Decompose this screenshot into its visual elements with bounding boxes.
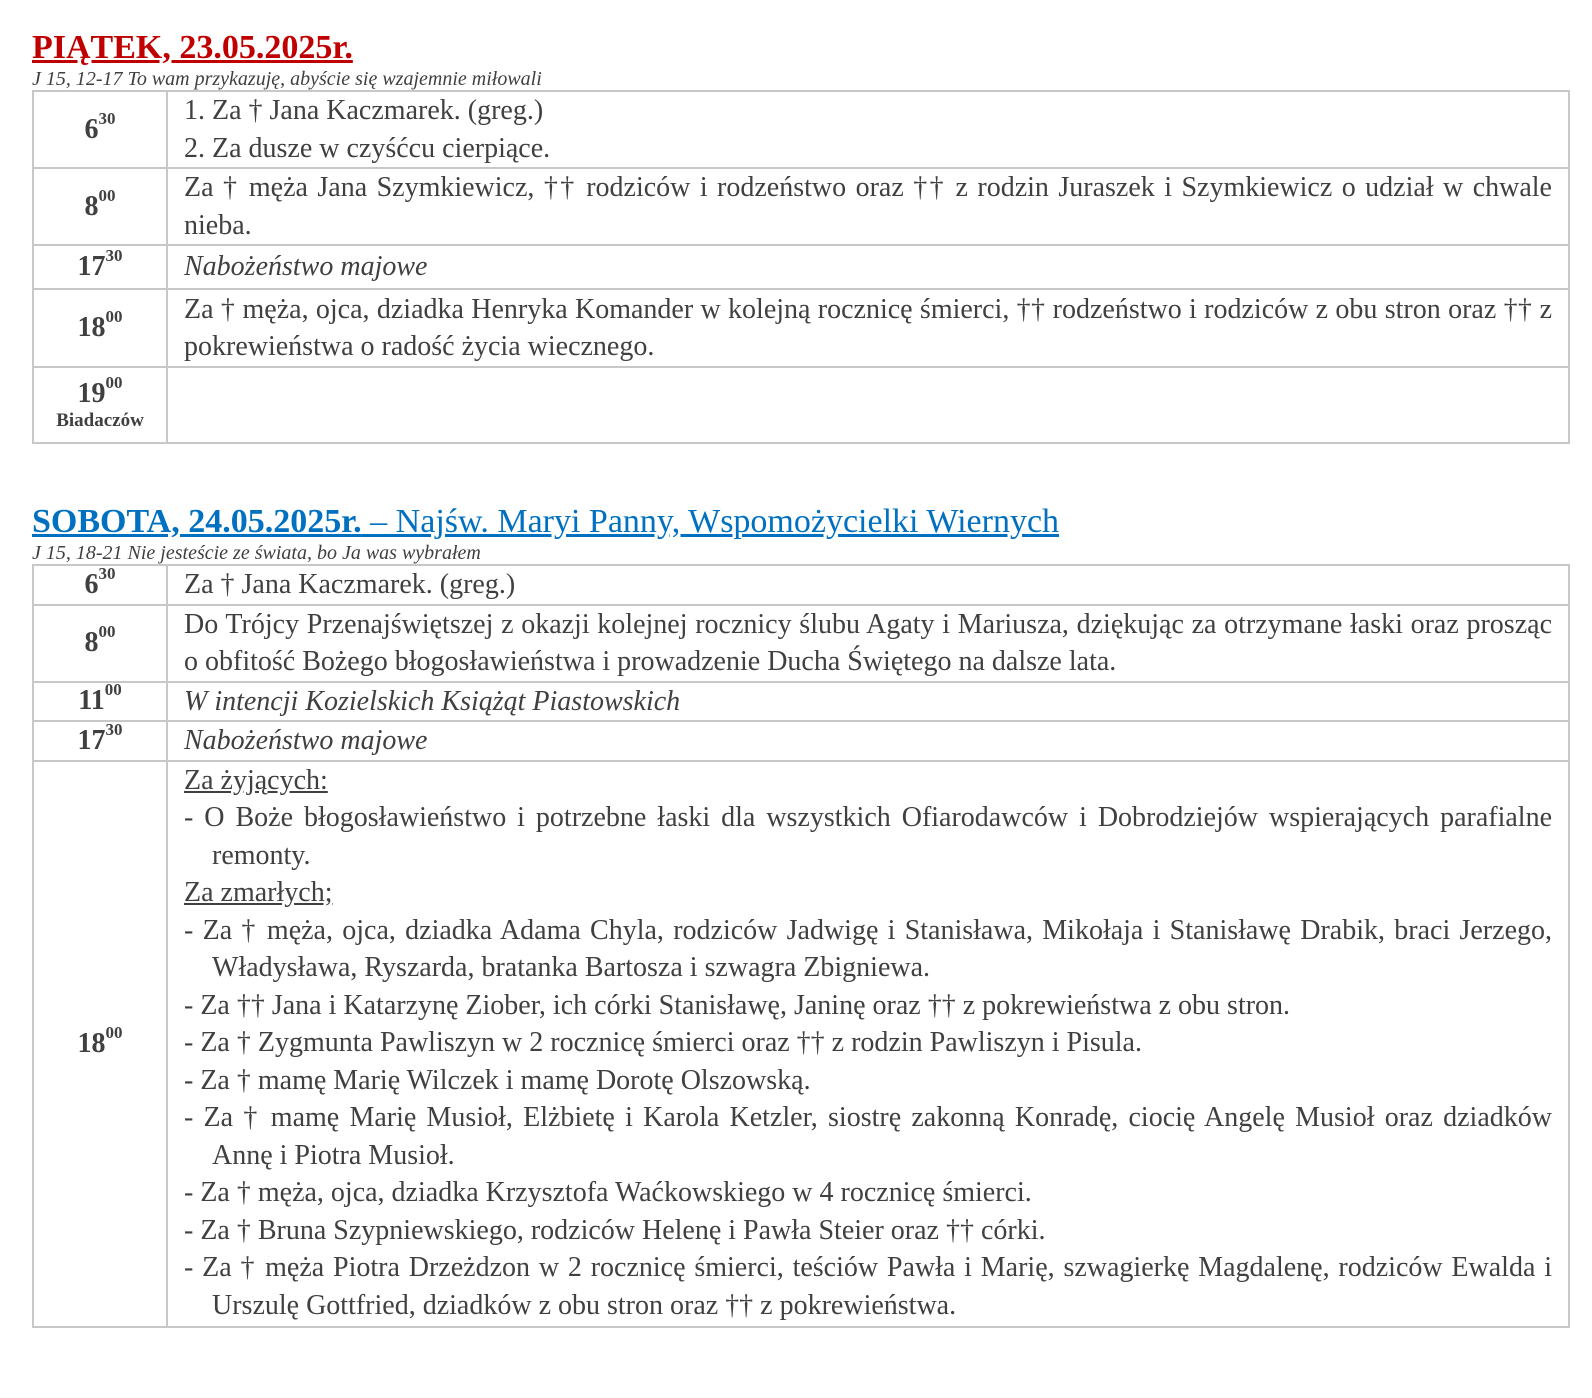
list-item: - Za †† Jana i Katarzynę Ziober, ich córki Stanisławę, Janinę oraz †† z pokrewieństwa z obu stron. <box>184 989 1291 1021</box>
mass-intention: Nabożeństwo majowe <box>167 245 1569 289</box>
table-row <box>33 245 1569 289</box>
mass-intention <box>167 91 1569 168</box>
list-item: - Za † Bruna Szypniewskiego, rodziców Helenę i Pawła Steier oraz †† córki. <box>184 1214 1046 1246</box>
mass-intention <box>167 761 1569 1328</box>
mass-time: $19^{00}$ Biadaczów <box>33 367 167 443</box>
mass-time: $17^{30}$ <box>33 245 167 289</box>
mass-time: $6^{30}$ <box>33 91 167 168</box>
table-row <box>33 682 1569 722</box>
table-row <box>33 565 1569 605</box>
saturday-title-text: SOBOTA, 24.05.2025r. <box>32 503 362 540</box>
list-item: - O Boże błogosławieństwo i potrzebne łaski dla wszystkich Ofiarodawców i Dobrodziejów wspierających parafialne remonty. <box>184 802 1552 871</box>
list-item: - Za † mamę Marię Musioł, Elżbietę i Karola Ketzler, siostrę zakonną Konradę, ciocię Angelę Musioł oraz dziadków Annę i Piotra Musioł. <box>184 1102 1552 1171</box>
friday-title <box>32 28 1570 68</box>
saturday-feast: – Najśw. Maryi Panny, Wspomożycielki Wiernych <box>361 503 1060 540</box>
list-item: - Za † męża, ojca, dziadka Krzysztofa Waćkowskiego w 4 rocznicę śmierci. <box>184 1177 1032 1208</box>
saturday-reading: J 15, 18-21 Nie jesteście ze świata, bo Ja was wybrałem <box>32 542 481 564</box>
list-item: - Za † męża, ojca, dziadka Adama Chyla, rodziców Jadwigę i Stanisława, Mikołaja i Stanisławę Drabik, braci Jerzego, Władysława, Ryszarda, bratanka Bartosza i szwagra Zbigniewa. <box>184 914 1552 983</box>
mass-intention <box>167 367 1569 443</box>
mass-time: $8^{00}$ <box>33 605 167 682</box>
mass-time: $6^{30}$ <box>33 565 167 605</box>
saturday-title <box>32 502 1570 542</box>
mass-time: $8^{00}$ <box>33 168 167 245</box>
mass-intention: Za † męża Jana Szymkiewicz, †† rodziców i rodzeństwo oraz †† z rodzin Juraszek i Szymkiewicz o udział w chwale nieba. <box>167 168 1569 245</box>
friday-reading: J 15, 12-17 To wam przykazuję, abyście się wzajemnie miłowali <box>32 68 542 90</box>
table-row <box>33 91 1569 168</box>
table-row <box>33 289 1569 367</box>
friday-title-text: PIĄTEK, 23.05.2025r. <box>32 29 353 66</box>
list-item: - Za † Zygmunta Pawliszyn w 2 rocznicę śmierci oraz †† z rodzin Pawliszyn i Pisula. <box>184 1027 1142 1058</box>
friday-schedule-table <box>32 90 1570 444</box>
mass-intention: Do Trójcy Przenajświętszej z okazji kolejnej rocznicy ślubu Agaty i Mariusza, dziękując za otrzymane łaski oraz prosząc o obfitość Bożego błogosławieństwa i prowadzenie Ducha Świętego na dalsze lata. <box>167 605 1569 682</box>
table-row <box>33 721 1569 761</box>
mass-time: $17^{30}$ <box>33 721 167 761</box>
mass-intention: Nabożeństwo majowe <box>167 721 1569 761</box>
list-item: - Za † męża Piotra Drzeżdzon w 2 rocznicę śmierci, teściów Pawła i Marię, szwagierkę Magdalenę, rodziców Ewalda i Urszulę Gottfried, dziadków z obu stron oraz †† z pokrewieństwa. <box>184 1252 1552 1321</box>
saturday-schedule-table <box>32 564 1570 1328</box>
table-row <box>33 168 1569 245</box>
mass-place: Biadaczów <box>56 410 144 431</box>
mass-intention: W intencji Kozielskich Książąt Piastowskich <box>167 682 1569 722</box>
mass-time: $18^{00}$ <box>33 289 167 367</box>
intention-line: 2. Za dusze w czyśćcu cierpiące. <box>184 132 551 164</box>
intention-line: 1. Za † Jana Kaczmarek. (greg.) <box>184 95 544 126</box>
mass-intentions-page <box>32 28 1570 1328</box>
table-row <box>33 367 1569 443</box>
mass-intention: Za † męża, ojca, dziadka Henryka Komander w kolejną rocznicę śmierci, †† rodzeństwo i rodziców z obu stron oraz †† z pokrewieństwa o radość życia wiecznego. <box>167 289 1569 367</box>
table-row <box>33 761 1569 1328</box>
table-row <box>33 605 1569 682</box>
mass-intention: Za † Jana Kaczmarek. (greg.) <box>167 565 1569 605</box>
dead-heading: Za zmarłych; <box>184 877 333 908</box>
mass-time: $18^{00}$ <box>33 761 167 1328</box>
list-item: - Za † mamę Marię Wilczek i mamę Dorotę Olszowską. <box>184 1064 811 1096</box>
mass-time: $11^{00}$ <box>33 682 167 722</box>
living-heading: Za żyjących: <box>184 764 328 796</box>
